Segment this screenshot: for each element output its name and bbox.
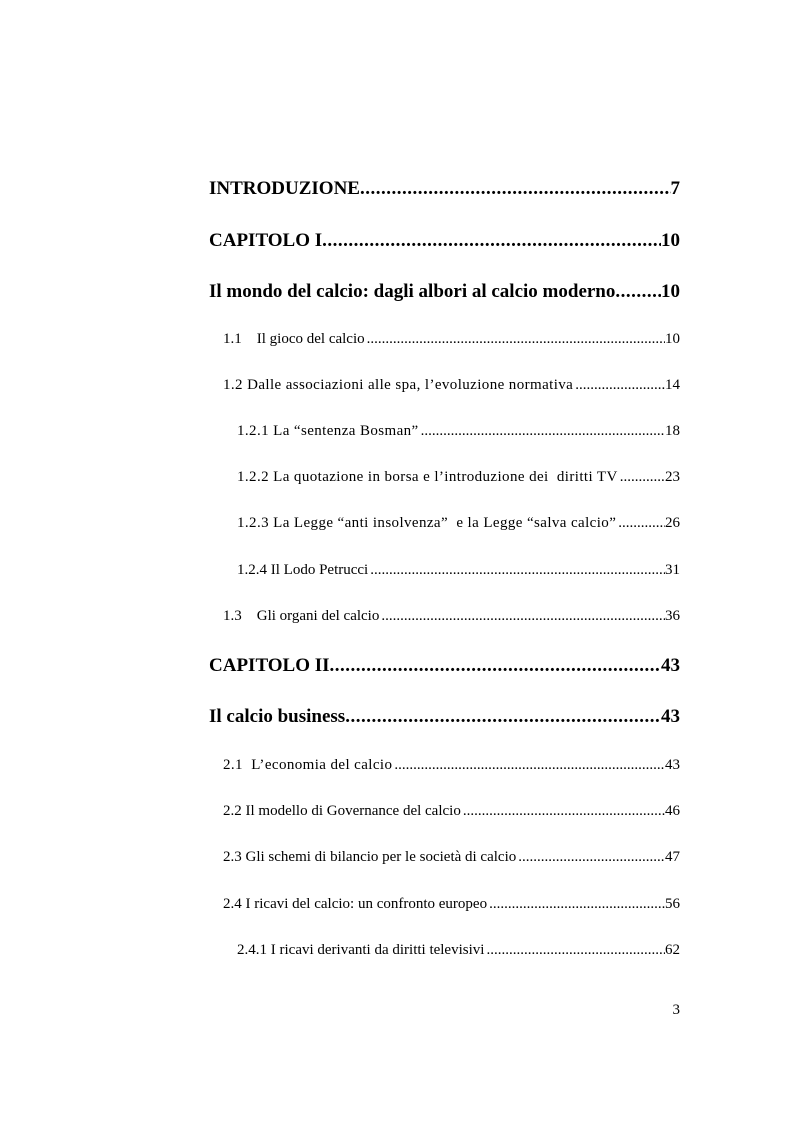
dot-leader [419, 423, 665, 440]
toc-entry-2-2[interactable] [223, 803, 680, 820]
dot-leader [360, 178, 671, 200]
page-number: 3 [672, 1002, 680, 1018]
toc-page-number: 26 [665, 515, 680, 531]
toc-entry-capitolo-1[interactable] [209, 230, 680, 252]
toc-entry-capitolo-2-subtitle[interactable] [209, 706, 680, 728]
toc-entry-1-1[interactable] [223, 331, 680, 348]
toc-page-number: 18 [665, 423, 680, 439]
dot-leader [379, 608, 665, 625]
toc-title: 1.2 Dalle associazioni alle spa, l’evoluzione normativa [223, 377, 574, 393]
toc-entry-1-2-4[interactable] [237, 562, 680, 579]
dot-leader [461, 803, 665, 820]
toc-page-number: 62 [665, 942, 680, 958]
toc-title: 1.2.4 Il Lodo Petrucci [237, 562, 369, 578]
toc-title: Il mondo del calcio: dagli albori al calcio moderno [209, 281, 616, 302]
toc-title: 2.3 Gli schemi di bilancio per le società di calcio [223, 849, 517, 865]
dot-leader [573, 377, 665, 394]
toc-page-number: 10 [665, 331, 680, 347]
toc-page-number: 43 [665, 757, 680, 773]
dot-leader [616, 515, 665, 532]
toc-page-number: 10 [661, 230, 680, 251]
dot-leader [484, 942, 665, 959]
toc-title: CAPITOLO I [209, 230, 323, 251]
toc-entry-2-3[interactable] [223, 849, 680, 866]
toc-page-number: 43 [661, 706, 680, 727]
dot-leader [392, 757, 665, 774]
toc-page-number: 23 [665, 469, 680, 485]
toc-entry-capitolo-1-subtitle[interactable] [209, 281, 680, 303]
toc-title: Il calcio business [209, 706, 346, 727]
toc-title: CAPITOLO II [209, 655, 330, 676]
toc-title: 1.2.3 La Legge “anti insolvenza” e la Legge “salva calcio” [237, 515, 617, 531]
toc-page-number: 31 [665, 562, 680, 578]
toc-page-number: 10 [661, 281, 680, 302]
dot-leader [516, 849, 665, 866]
dot-leader [330, 655, 661, 677]
toc-title: 2.4.1 I ricavi derivanti da diritti televisivi [237, 942, 485, 958]
toc-entry-1-2-2[interactable] [237, 469, 680, 486]
toc-entry-capitolo-2[interactable] [209, 655, 680, 677]
toc-entry-2-4[interactable] [223, 896, 680, 913]
toc-entry-1-2-1[interactable] [237, 423, 680, 440]
toc-entry-2-1[interactable] [223, 757, 680, 774]
toc-title: 2.4 I ricavi del calcio: un confronto europeo [223, 896, 488, 912]
toc-page-number: 47 [665, 849, 680, 865]
toc-entry-1-2-3[interactable] [237, 515, 680, 532]
dot-leader [615, 281, 661, 303]
dot-leader [368, 562, 665, 579]
toc-page-number: 36 [665, 608, 680, 624]
toc-entry-1-2[interactable] [223, 377, 680, 394]
toc-entry-1-3[interactable] [223, 608, 680, 625]
toc-entry-2-4-1[interactable] [237, 942, 680, 959]
toc-title: 1.2.1 La “sentenza Bosman” [237, 423, 419, 439]
toc-title: INTRODUZIONE [209, 178, 360, 199]
toc-title: 1.1 Il gioco del calcio [223, 331, 365, 347]
toc-page-number: 56 [665, 896, 680, 912]
toc-page-number: 46 [665, 803, 680, 819]
dot-leader [322, 230, 661, 252]
toc-page-number: 14 [665, 377, 680, 393]
toc-title: 2.2 Il modello di Governance del calcio [223, 803, 461, 819]
toc-page-number: 43 [661, 655, 680, 676]
dot-leader [345, 706, 661, 728]
dot-leader [365, 331, 665, 348]
dot-leader [618, 469, 665, 486]
toc-title: 1.2.2 La quotazione in borsa e l’introduzione dei diritti TV [237, 469, 618, 485]
dot-leader [487, 896, 665, 913]
toc-entry-introduzione[interactable] [209, 178, 680, 200]
toc-title: 1.3 Gli organi del calcio [223, 608, 380, 624]
toc-title: 2.1 L’economia del calcio [223, 757, 393, 773]
toc-page-number: 7 [670, 178, 680, 199]
